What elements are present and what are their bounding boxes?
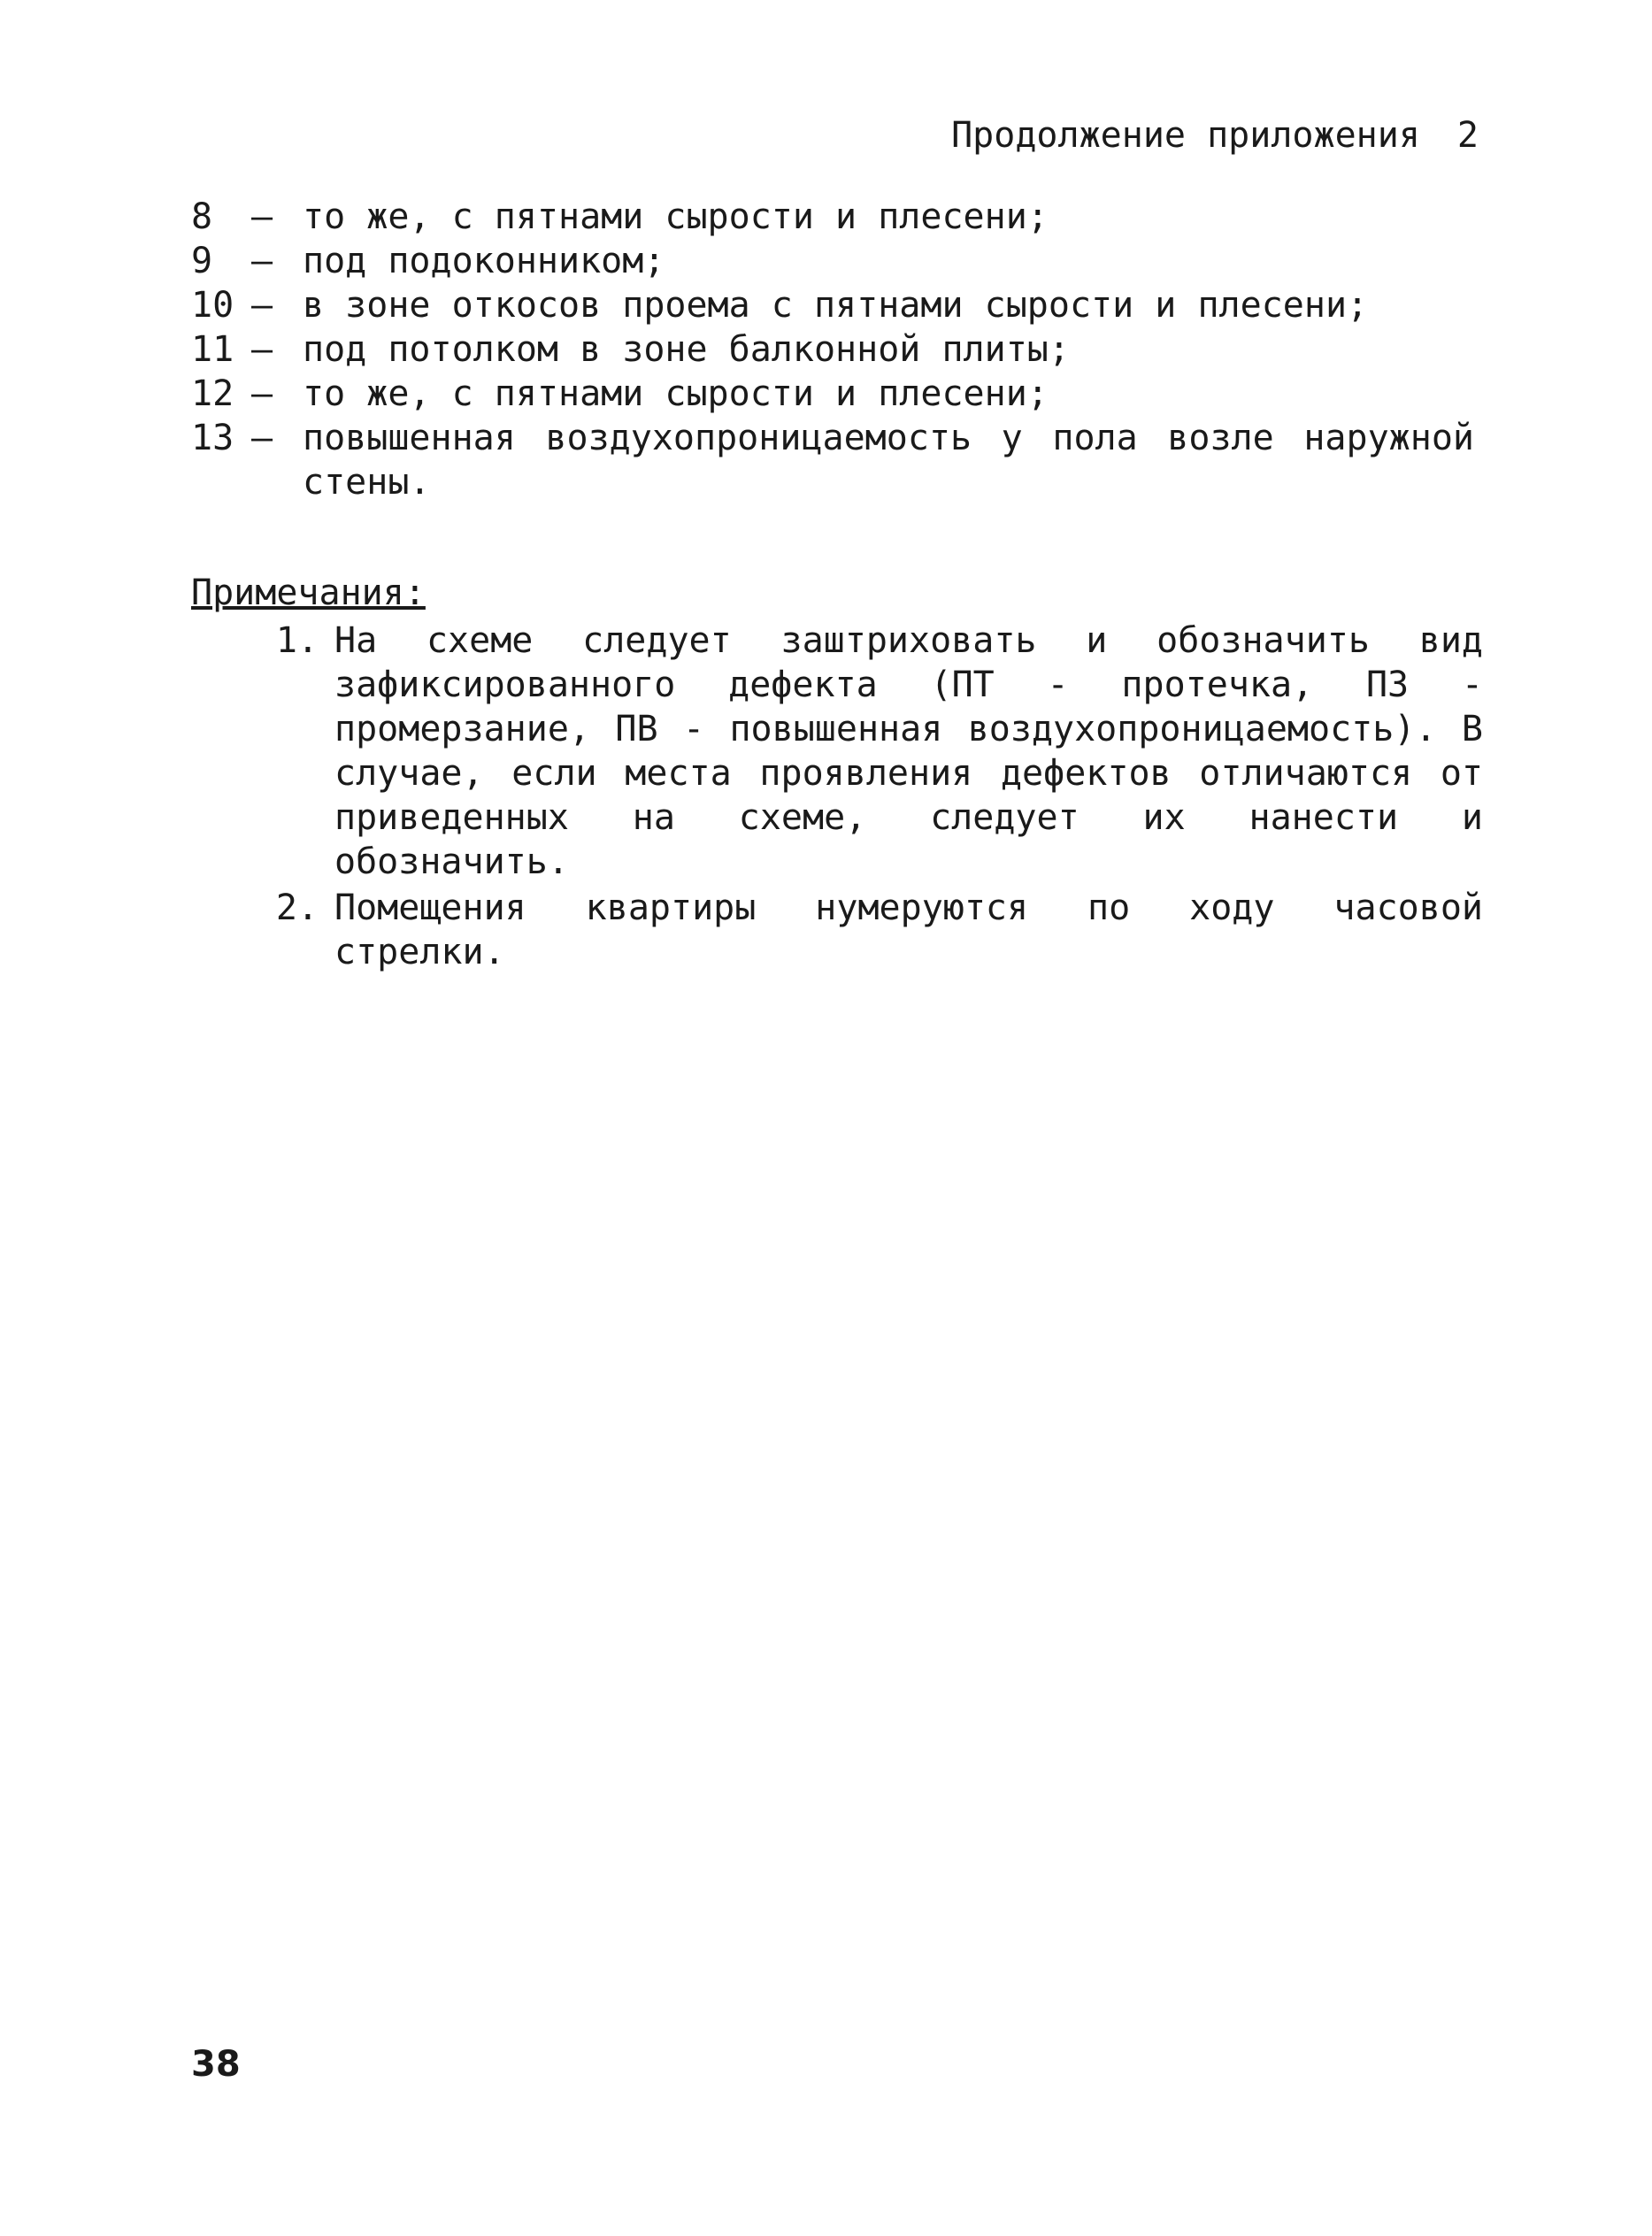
legend-item-text: в зоне откосов проема с пятнами сырости и плесени; — [303, 285, 1369, 326]
note-item — [191, 619, 1483, 884]
legend-item-dash: – — [251, 329, 273, 370]
legend-item — [191, 239, 1483, 283]
legend-item-text: повышенная воздухопроницаемость у пола возле наружной стены. — [303, 418, 1474, 503]
legend-item-number: 12 — [191, 373, 234, 414]
legend-item-text: под подоконником; — [303, 241, 665, 281]
legend-item-dash: – — [251, 241, 273, 281]
legend-item — [191, 372, 1483, 416]
header-title: Продолжение приложения — [951, 115, 1420, 156]
note-item-number: 1. — [275, 620, 319, 661]
legend-item — [191, 283, 1483, 327]
legend-item — [191, 327, 1483, 372]
header-appendix-number: 2 — [1456, 115, 1479, 156]
legend-item — [191, 416, 1483, 504]
legend-item-dash: – — [251, 373, 273, 414]
legend-item — [191, 195, 1483, 239]
legend-list — [191, 195, 1483, 504]
legend-item-number: 11 — [191, 329, 234, 370]
notes-title: Примечания: — [191, 572, 426, 613]
legend-item-number: 8 — [191, 196, 213, 237]
legend-item-number: 9 — [191, 241, 213, 281]
legend-item-text: под потолком в зоне балконной плиты; — [303, 329, 1070, 370]
page-header — [951, 115, 1479, 156]
page-number: 38 — [191, 2044, 241, 2085]
legend-item-number: 10 — [191, 285, 234, 326]
note-item-text: На схеме следует заштриховать и обозначить вид зафиксированного дефекта (ПТ - протечка, ПЗ - промерзание, ПВ - повышенная воздухопроницаемость). В случае, если места проявления дефектов отличаются от приведенных на схеме, следует их нанести и обозначить. — [334, 620, 1483, 882]
legend-item-dash: – — [251, 196, 273, 237]
legend-item-dash: – — [251, 285, 273, 326]
legend-item-text: то же, с пятнами сырости и плесени; — [303, 373, 1049, 414]
notes-section — [191, 571, 1483, 974]
legend-item-text: то же, с пятнами сырости и плесени; — [303, 196, 1049, 237]
note-item-text: Помещения квартиры нумеруются по ходу часовой стрелки. — [334, 887, 1483, 972]
note-item-number: 2. — [275, 887, 319, 928]
legend-item-number: 13 — [191, 418, 234, 458]
legend-item-dash: – — [251, 418, 273, 458]
note-item — [191, 886, 1483, 974]
